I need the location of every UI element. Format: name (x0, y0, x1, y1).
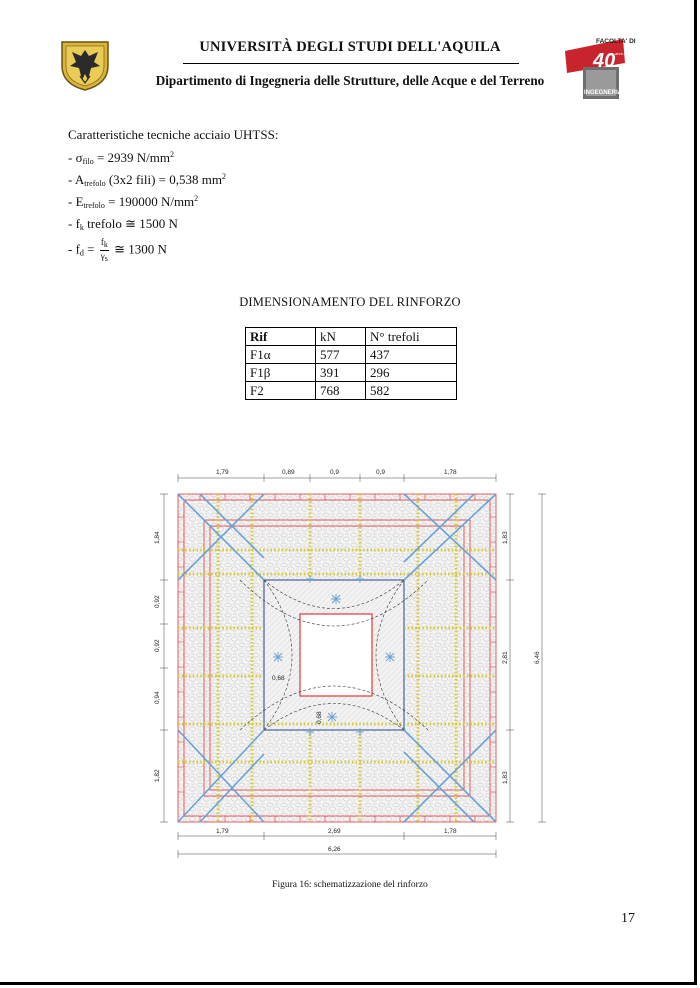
spec-fd: - $f_d$ = $\frac{f_k}{\gamma_s}$ ≅ 1300 N (68, 237, 167, 263)
dim-label: 0,94 (154, 691, 161, 704)
table-cell: F2 (246, 382, 316, 400)
left-dimensions (160, 494, 168, 822)
dim-label: 1,79 (216, 469, 229, 476)
dim-label: 1,84 (154, 531, 161, 544)
figure-caption: Figura 16: schematizzazione del rinforzo (272, 880, 428, 890)
dim-label: 1,78 (444, 828, 457, 835)
eagle-crest-icon (58, 36, 112, 92)
dim-label: 0,92 (154, 639, 161, 652)
bottom-dimensions (178, 832, 496, 858)
central-void (300, 614, 372, 696)
spec-area: - $A_{trefolo}$ (3x2 fili) = 0,538 $mm^2$ (68, 172, 226, 188)
dim-label: 2,81 (502, 651, 509, 664)
spec-fk: - $f_k$ trefolo ≅ 1500 N (68, 216, 178, 232)
table-header-cell: N° trefoli (366, 328, 457, 346)
dim-label-total: 6,26 (328, 846, 341, 853)
table-cell: F1β (246, 364, 316, 382)
specs-intro: Caratteristiche tecniche acciaio UHTSS: (68, 127, 279, 142)
dim-label: 2,69 (328, 828, 341, 835)
spec-sigma: - $\sigma_{filo} = 2939$ $N/mm^2$ (68, 150, 175, 166)
page-number: 17 (621, 911, 635, 926)
table-cell: 768 (316, 382, 366, 400)
faculty-side-text: anni Aula (615, 51, 632, 56)
table-row (246, 382, 457, 400)
table-row (246, 346, 457, 364)
table-cell: 296 (366, 364, 457, 382)
university-name: UNIVERSITÀ DEGLI STUDI DELL'AQUILA (199, 39, 501, 55)
faculty-bottom-text: INGEGNERIA (584, 90, 623, 96)
table-cell: 437 (366, 346, 457, 364)
dim-label: 1,82 (154, 769, 161, 782)
faculty-top-text: FACOLTA' DI (596, 38, 636, 45)
table-cell: F1α (246, 346, 316, 364)
dim-label-total: 6,46 (534, 651, 541, 664)
dim-label: 1,78 (444, 469, 457, 476)
reinforcement-table (245, 327, 457, 400)
table-cell: 582 (366, 382, 457, 400)
table-header-row (246, 328, 457, 346)
dim-label: 0,92 (154, 595, 161, 608)
inner-dim-label: 0,68 (316, 711, 323, 724)
page-header (0, 0, 697, 110)
header-divider (183, 63, 519, 64)
section-title: DIMENSIONAMENTO DEL RINFORZO (239, 295, 461, 309)
dim-label: 1,79 (216, 828, 229, 835)
faculty-number: 40 (593, 50, 616, 72)
spec-modulus: - $E_{trefolo} = 190000$ $N/mm^2$ (68, 194, 199, 210)
dim-label: 1,83 (502, 771, 509, 784)
table-header-cell: kN (316, 328, 366, 346)
table-header-cell: Rif (246, 328, 316, 346)
dim-label: 0,89 (282, 469, 295, 476)
inner-dim-label: 0,68 (272, 675, 285, 682)
dim-label: 0,9 (376, 469, 386, 476)
dim-label: 1,83 (502, 531, 509, 544)
reinforcement-drawing (140, 462, 560, 862)
faculty-badge-icon (563, 33, 636, 101)
table-cell: 391 (316, 364, 366, 382)
table-row (246, 364, 457, 382)
department-name: Dipartimento di Ingegneria delle Strutture, delle Acque e del Terreno (155, 73, 545, 88)
table-cell: 577 (316, 346, 366, 364)
fd-fraction: $\frac{f_k}{\gamma_s}$ (100, 237, 108, 263)
dim-label: 0,9 (330, 469, 340, 476)
